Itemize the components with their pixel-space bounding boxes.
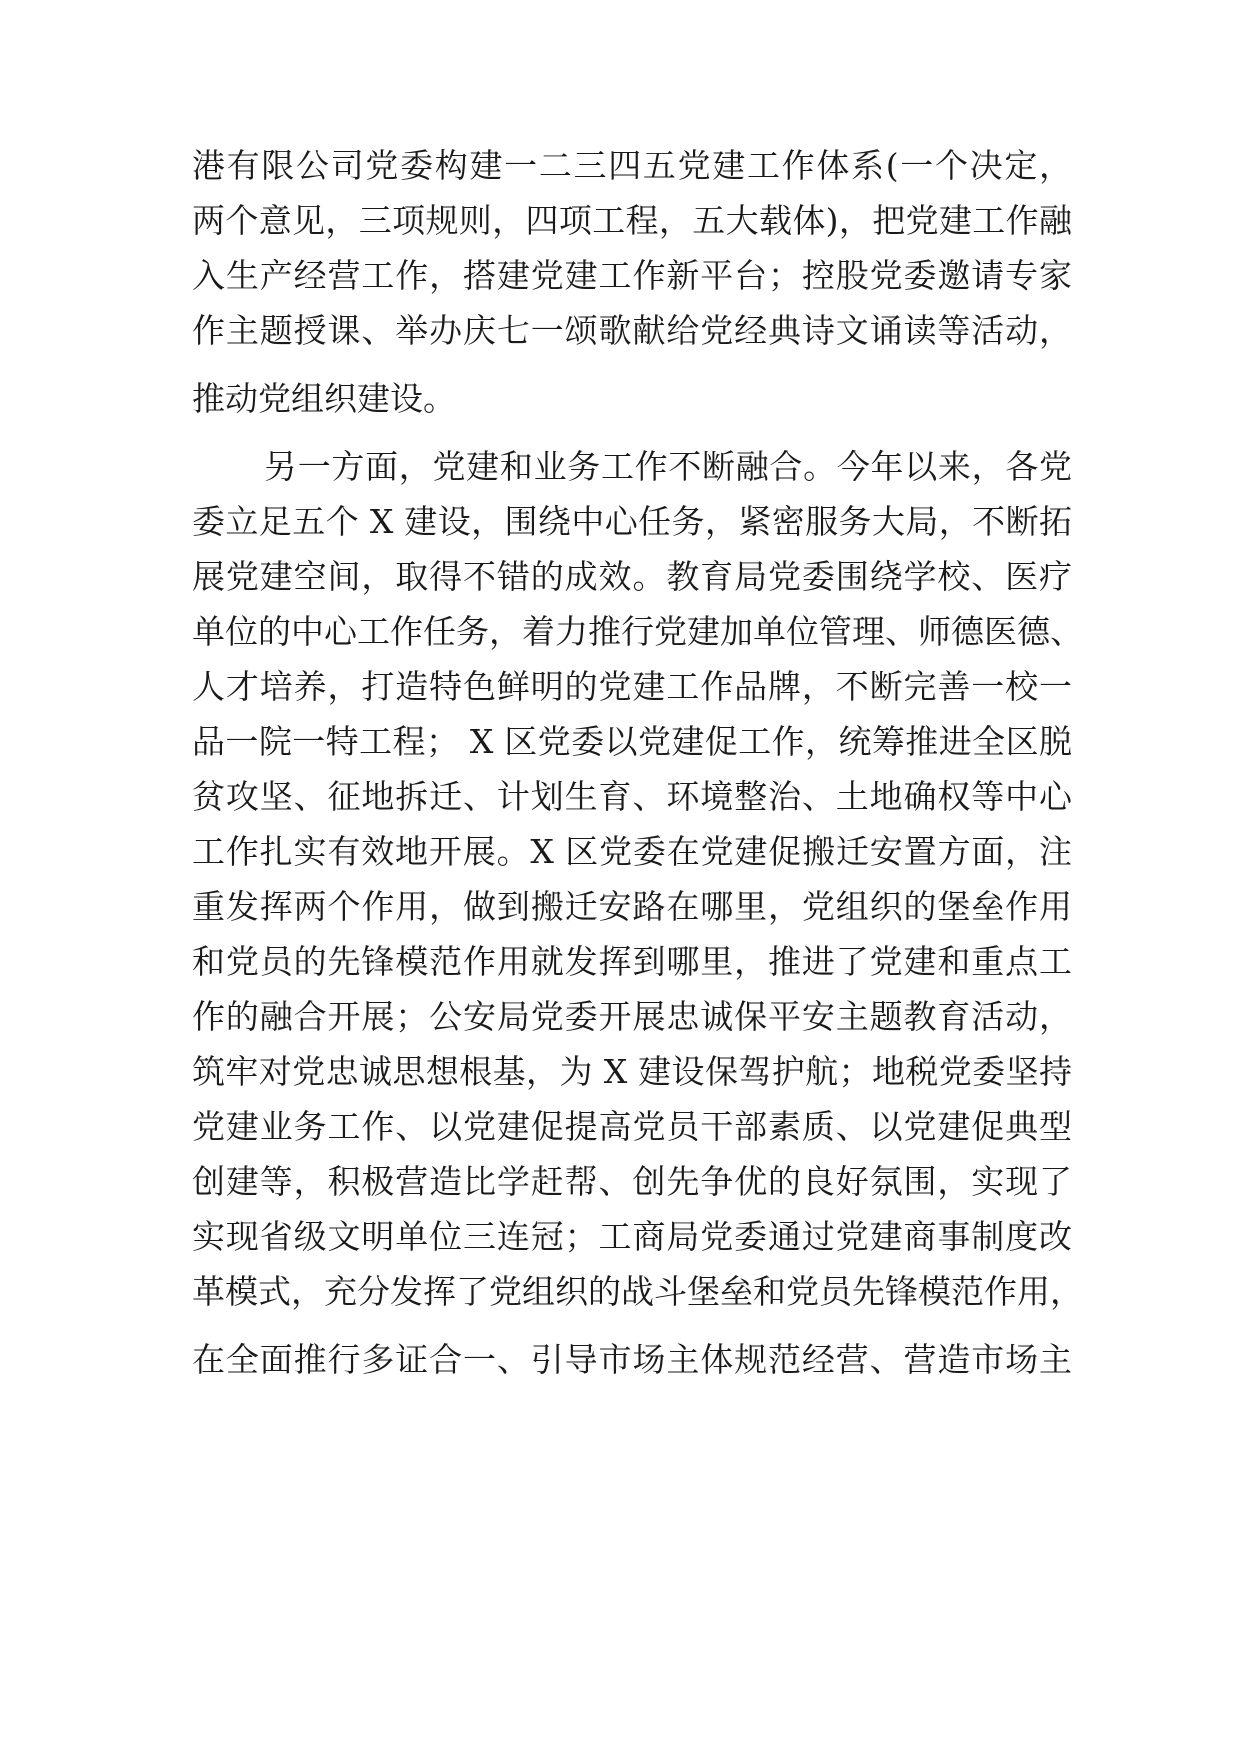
text-line: 展党建空间，取得不错的成效。教育局党委围绕学校、医疗 (192, 557, 1072, 596)
text-line: 港有限公司党委构建一二三四五党建工作体系(一个决定， (192, 146, 1072, 185)
text-line: 作主题授课、举办庆七一颂歌献给党经典诗文诵读等活动， (192, 311, 1072, 350)
text-line: 党建业务工作、以党建促提高党员干部素质、以党建促典型 (192, 1107, 1072, 1146)
paragraph-first-line: 另一方面，党建和业务工作不断融合。今年以来，各党 (264, 447, 1072, 486)
text-line: 入生产经营工作，搭建党建工作新平台；控股党委邀请专家 (192, 256, 1072, 295)
text-line: 人才培养，打造特色鲜明的党建工作品牌，不断完善一校一 (192, 667, 1072, 706)
text-line: 作的融合开展；公安局党委开展忠诚保平安主题教育活动， (192, 997, 1072, 1036)
text-line: 创建等，积极营造比学赶帮、创先争优的良好氛围，实现了 (192, 1162, 1072, 1201)
text-line: 委立足五个 X 建设，围绕中心任务，紧密服务大局，不断拓 (192, 502, 1072, 541)
text-line: 工作扎实有效地开展。X 区党委在党建促搬迁安置方面，注 (192, 832, 1072, 871)
text-line: 单位的中心工作任务，着力推行党建加单位管理、师德医德、 (192, 612, 1083, 651)
text-line: 贫攻坚、征地拆迁、计划生育、环境整治、土地确权等中心 (192, 777, 1072, 816)
text-line: 革模式，充分发挥了党组织的战斗堡垒和党员先锋模范作用， (192, 1272, 1083, 1311)
text-line: 筑牢对党忠诚思想根基，为 X 建设保驾护航；地税党委坚持 (192, 1052, 1072, 1091)
paragraph-end-line: 推动党组织建设。 (192, 379, 456, 418)
document-body (192, 138, 1083, 1387)
text-line: 实现省级文明单位三连冠；工商局党委通过党建商事制度改 (192, 1217, 1072, 1256)
text-line: 两个意见，三项规则，四项工程，五大载体)，把党建工作融 (192, 201, 1072, 240)
text-line: 品一院一特工程； X 区党委以党建促工作，统筹推进全区脱 (192, 722, 1072, 761)
text-line: 在全面推行多证合一、引导市场主体规范经营、营造市场主 (192, 1340, 1072, 1379)
text-line: 和党员的先锋模范作用就发挥到哪里，推进了党建和重点工 (192, 942, 1072, 981)
text-line: 重发挥两个作用，做到搬迁安路在哪里，党组织的堡垒作用 (192, 887, 1072, 926)
